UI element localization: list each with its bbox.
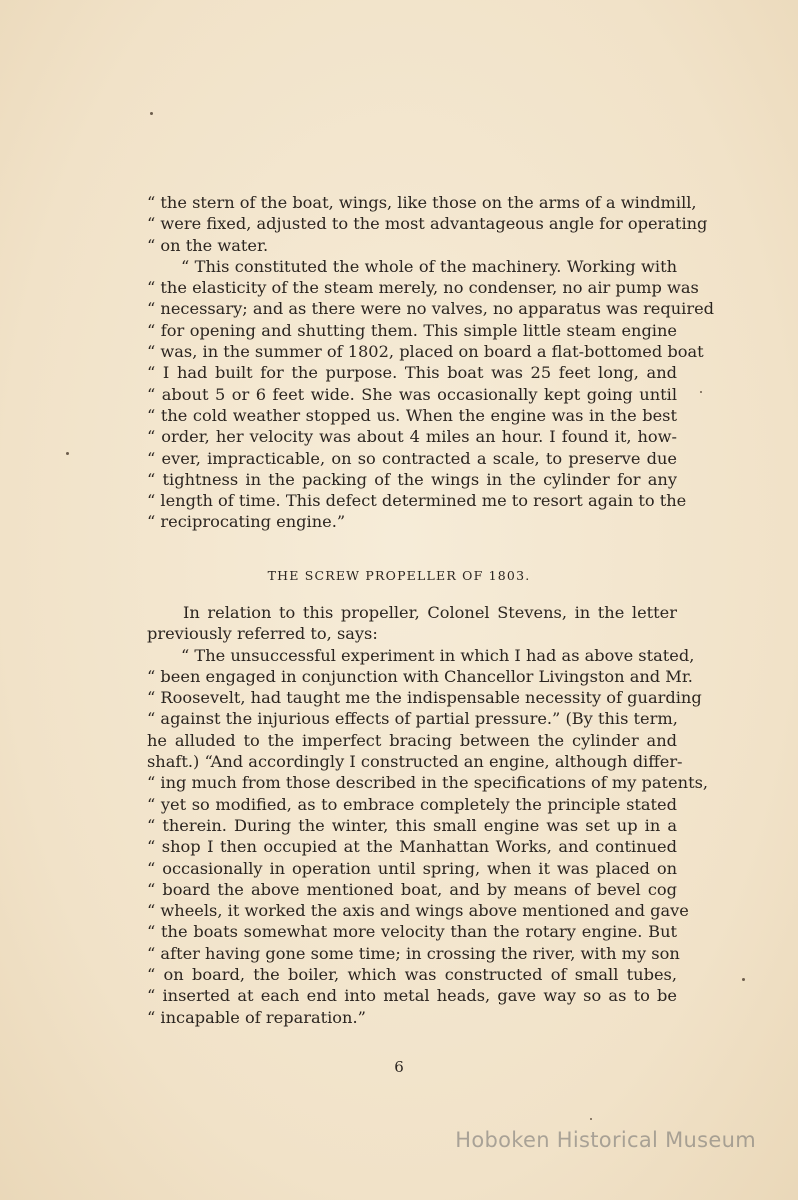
quote-block-top bbox=[147, 192, 715, 533]
text-line: “ yet so modified, as to embrace completely the principle stated bbox=[147, 794, 677, 814]
text-line: “ Roosevelt, had taught me the indispensable necessity of guarding bbox=[147, 688, 702, 708]
text-line: “ on board, the boiler, which was constructed of small tubes, bbox=[147, 965, 677, 985]
text-line: “ about 5 or 6 feet wide. She was occasionally kept going until bbox=[147, 384, 677, 404]
text-line: “ wheels, it worked the axis and wings above mentioned and gave bbox=[147, 901, 689, 921]
quote-block-bottom bbox=[147, 602, 709, 1028]
text-line: “ after having gone some time; in crossing the river, with my son bbox=[147, 943, 680, 963]
paper-speck bbox=[590, 1118, 592, 1120]
text-line: In relation to this propeller, Colonel Stevens, in the letter bbox=[183, 603, 677, 622]
museum-watermark: Hoboken Historical Museum bbox=[455, 1128, 756, 1152]
page-number: 6 bbox=[394, 1058, 404, 1076]
text-line: “ board the above mentioned boat, and by means of bevel cog bbox=[147, 879, 677, 899]
text-line: “ reciprocating engine.” bbox=[147, 512, 346, 532]
text-line: he alluded to the imperfect bracing between the cylinder and bbox=[147, 730, 677, 750]
text-line: “ on the water. bbox=[147, 235, 269, 255]
text-line: shaft.) “And accordingly I constructed an engine, although differ- bbox=[147, 752, 683, 772]
text-line: “ therein. During the winter, this small engine was set up in a bbox=[147, 815, 677, 835]
paper-speck bbox=[742, 978, 745, 981]
text-line: “ I had built for the purpose. This boat was 25 feet long, and bbox=[147, 363, 677, 383]
text-line: “ shop I then occupied at the Manhattan Works, and continued bbox=[147, 837, 677, 857]
text-line: “ necessary; and as there were no valves, no apparatus was required bbox=[147, 299, 715, 319]
text-line: “ were fixed, adjusted to the most advantageous angle for operating bbox=[147, 214, 708, 234]
text-line: “ length of time. This defect determined me to resort again to the bbox=[147, 491, 687, 511]
text-line: “ inserted at each end into metal heads, gave way so as to be bbox=[147, 986, 677, 1006]
text-line: “ occasionally in operation until spring, when it was placed on bbox=[147, 858, 677, 878]
text-line: “ the boats somewhat more velocity than the rotary engine. But bbox=[147, 922, 677, 942]
text-line: “ ever, impracticable, on so contracted a scale, to preserve due bbox=[147, 448, 677, 468]
text-line: “ was, in the summer of 1802, placed on board a flat-bottomed boat bbox=[147, 342, 704, 362]
text-line: “ incapable of reparation.” bbox=[147, 1007, 366, 1027]
text-line: “ the elasticity of the steam merely, no condenser, no air pump was bbox=[147, 278, 699, 298]
section-heading: THE SCREW PROPELLER OF 1803. bbox=[267, 568, 531, 583]
text-line: “ the cold weather stopped us. When the engine was in the best bbox=[147, 405, 677, 425]
paper-speck bbox=[66, 452, 69, 455]
text-line: “ ing much from those described in the specifications of my patents, bbox=[147, 773, 709, 793]
paper-speck bbox=[150, 112, 153, 115]
text-line: “ for opening and shutting them. This simple little steam engine bbox=[147, 320, 677, 340]
text-line: “ the stern of the boat, wings, like those on the arms of a windmill, bbox=[147, 193, 697, 212]
paper-speck bbox=[700, 391, 702, 393]
text-line: “ order, her velocity was about 4 miles an hour. I found it, how- bbox=[147, 427, 677, 447]
text-line: “ tightness in the packing of the wings in the cylinder for any bbox=[147, 469, 677, 489]
text-line: “ This constituted the whole of the machinery. Working with bbox=[181, 256, 677, 276]
text-line: “ been engaged in conjunction with Chancellor Livingston and Mr. bbox=[147, 666, 693, 686]
text-line: previously referred to, says: bbox=[147, 624, 378, 644]
text-line: “ The unsuccessful experiment in which I had as above stated, bbox=[181, 645, 695, 665]
text-line: “ against the injurious effects of partial pressure.” (By this term, bbox=[147, 709, 678, 729]
